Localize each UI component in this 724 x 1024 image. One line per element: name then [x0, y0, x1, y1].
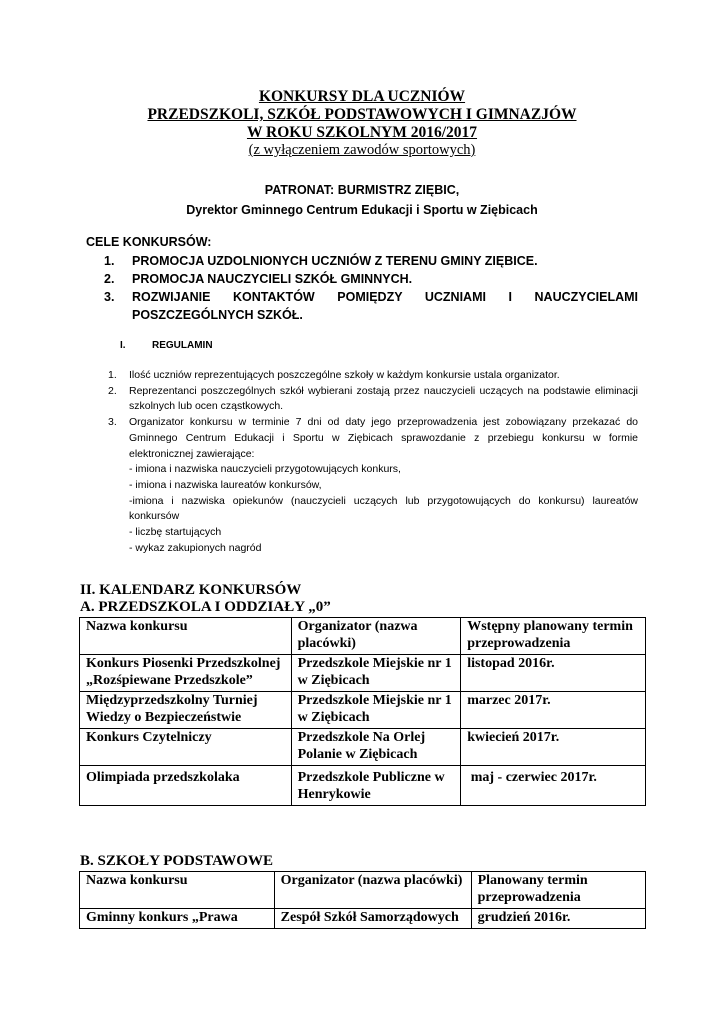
rule-subitem: - wykaz zakupionych nagród: [129, 541, 262, 554]
table-cell: Przedszkole Na Orlej Polanie w Ziębicach: [291, 729, 461, 766]
primary-table: [79, 871, 646, 929]
table-cell: Konkurs Czytelniczy: [80, 729, 292, 766]
column-header: Planowany termin przeprowadzenia: [471, 872, 645, 909]
regulations-list: [108, 368, 638, 556]
table-cell: Przedszkole Publiczne w Henrykowie: [291, 766, 461, 806]
table-row: [80, 909, 646, 929]
table-cell: kwiecień 2017r.: [461, 729, 646, 766]
title-line-2: PRZEDSZKOLI, SZKÓŁ PODSTAWOWYCH I GIMNAZJÓW: [147, 106, 577, 123]
rule-text: Organizator konkursu w terminie 7 dni od daty jego przeprowadzenia jest zobowiązany przekazać do Gminnego Centrum Edukacji i Sportu w Ziębicach sprawozdanie z przebiegu konkursu w formie elektronicznej zawierające:: [129, 416, 638, 460]
title-line-3: W ROKU SZKOLNYM 2016/2017: [246, 124, 478, 141]
table-header-row: [80, 872, 646, 909]
table-cell: grudzień 2016r.: [471, 909, 645, 929]
table-cell: listopad 2016r.: [461, 655, 646, 692]
goals-list: [104, 252, 638, 324]
column-header: Wstępny planowany termin przeprowadzenia: [461, 618, 646, 655]
goal-item: [104, 270, 638, 288]
preschool-heading: A. PRZEDSZKOLA I ODDZIAŁY „0”: [80, 599, 331, 615]
primary-heading: B. SZKOŁY PODSTAWOWE: [80, 853, 273, 869]
table-row: [80, 692, 646, 729]
rule-subitem: - imiona i nazwiska nauczycieli przygotowujących konkurs,: [129, 463, 401, 476]
goals-heading: CELE KONKURSÓW:: [86, 235, 212, 249]
preschool-table: [79, 617, 646, 806]
regulations-numeral: I.: [120, 340, 126, 351]
goal-number: 3.: [104, 290, 115, 304]
table-row: [80, 766, 646, 806]
rule-subitem: -imiona i nazwiska opiekunów (nauczycieli uczących lub przygotowujących do konkursu) laureatów konkursów: [129, 494, 638, 523]
table-row: [80, 655, 646, 692]
patronage-line-1: PATRONAT: BURMISTRZ ZIĘBIC,: [264, 183, 460, 197]
regulations-title: REGULAMIN: [152, 340, 213, 351]
regulations-heading: [120, 340, 213, 351]
rule-item: [108, 415, 638, 556]
table-cell: maj - czerwiec 2017r.: [461, 766, 646, 806]
table-cell: Przedszkole Miejskie nr 1 w Ziębicach: [291, 655, 461, 692]
goal-number: 2.: [104, 272, 115, 286]
goal-text: PROMOCJA NAUCZYCIELI SZKÓŁ GMINNYCH.: [132, 272, 413, 286]
goal-item: [104, 288, 638, 324]
title-subtitle: (z wyłączeniem zawodów sportowych): [248, 142, 476, 158]
rule-subitem: - imiona i nazwiska laureatów konkursów,: [129, 478, 322, 491]
column-header: Nazwa konkursu: [80, 872, 275, 909]
table-cell: Przedszkole Miejskie nr 1 w Ziębicach: [291, 692, 461, 729]
rule-item: [108, 368, 638, 384]
rule-text: Reprezentanci poszczególnych szkół wybierani zostają przez nauczycieli uczących na podstawie eliminacji szkolnych lub ocen cząstkowych.: [129, 384, 638, 413]
rule-number: 2.: [108, 384, 117, 397]
table-cell: marzec 2017r.: [461, 692, 646, 729]
column-header: Organizator (nazwa placówki): [274, 872, 471, 909]
calendar-heading: II. KALENDARZ KONKURSÓW: [80, 582, 302, 598]
patronage: [0, 180, 724, 220]
table-row: [80, 729, 646, 766]
rule-text: Ilość uczniów reprezentujących poszczególne szkoły w każdym konkursie ustala organizator.: [129, 369, 560, 381]
rule-number: 3.: [108, 416, 117, 429]
goal-text: PROMOCJA UZDOLNIONYCH UCZNIÓW Z TERENU GMINY ZIĘBICE.: [132, 254, 538, 268]
goal-item: [104, 252, 638, 270]
table-cell: Zespół Szkół Samorządowych: [274, 909, 471, 929]
title-line-1: KONKURSY DLA UCZNIÓW: [258, 88, 466, 105]
calendar-section: [80, 582, 331, 616]
rule-item: [108, 384, 638, 415]
table-cell: Gminny konkurs „Prawa: [80, 909, 275, 929]
column-header: Organizator (nazwa placówki): [291, 618, 461, 655]
table-cell: Konkurs Piosenki Przedszkolnej „Rozśpiewane Przedszkole”: [80, 655, 292, 692]
table-header-row: [80, 618, 646, 655]
goal-number: 1.: [104, 254, 115, 268]
patronage-line-2: Dyrektor Gminnego Centrum Edukacji i Sportu w Ziębicach: [186, 203, 538, 217]
document-title: [0, 88, 724, 159]
table-cell: Międzyprzedszkolny Turniej Wiedzy o Bezpieczeństwie: [80, 692, 292, 729]
rule-number: 1.: [108, 369, 117, 381]
table-cell: Olimpiada przedszkolaka: [80, 766, 292, 806]
goal-text: ROZWIJANIE KONTAKTÓW POMIĘDZY UCZNIAMI I NAUCZYCIELAMI POSZCZEGÓLNYCH SZKÓŁ.: [132, 290, 638, 322]
rule-subitem: - liczbę startujących: [129, 526, 222, 539]
column-header: Nazwa konkursu: [80, 618, 292, 655]
